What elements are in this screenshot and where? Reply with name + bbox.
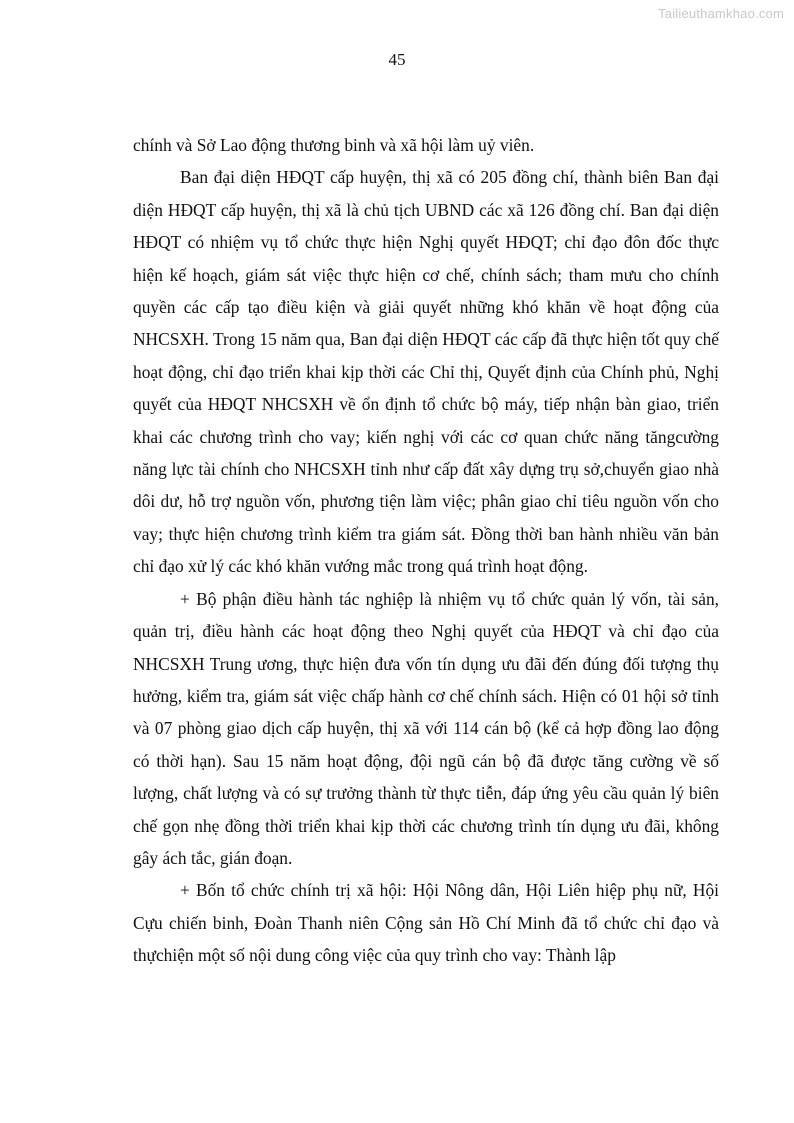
document-body	[133, 129, 719, 972]
paragraph-continuation: chính và Sở Lao động thương binh và xã hội làm uỷ viên.	[133, 135, 535, 155]
paragraph-bon-to-chuc: + Bốn tổ chức chính trị xã hội: Hội Nông dân, Hội Liên hiệp phụ nữ, Hội Cựu chiến binh, Đoàn Thanh niên Cộng sản Hồ Chí Minh đã tổ chức chỉ đạo và thựchiện một số nội dung công việc của quy trình cho vay: Thành lập	[133, 880, 719, 966]
watermark-text: Tailieuthamkhao.com	[658, 6, 784, 21]
paragraph-bo-phan-dieu-hanh: + Bộ phận điều hành tác nghiệp là nhiệm vụ tổ chức quản lý vốn, tài sản, quản trị, điều hành các hoạt động theo Nghị quyết của HĐQT và chỉ đạo của NHCSXH Trung ương, thực hiện đưa vốn tín dụng ưu đãi đến đúng đối tượng thụ hưởng, kiểm tra, giám sát việc chấp hành cơ chế chính sách. Hiện có 01 hội sở tỉnh và 07 phòng giao dịch cấp huyện, thị xã với 114 cán bộ (kể cả hợp đồng lao động có thời hạn). Sau 15 năm hoạt động, đội ngũ cán bộ đã được tăng cường về số lượng, chất lượng và có sự trưởng thành từ thực tiễn, đáp ứng yêu cầu quản lý biên chế gọn nhẹ đồng thời triển khai kịp thời các chương trình tín dụng ưu đãi, không gây ách tắc, gián đoạn.	[133, 588, 719, 868]
paragraph-ban-dai-dien: Ban đại diện HĐQT cấp huyện, thị xã có 205 đồng chí, thành biên Ban đại diện HĐQT cấp huyện, thị xã là chủ tịch UBND các xã 126 đồng chí. Ban đại diện HĐQT có nhiệm vụ tổ chức thực hiện Nghị quyết HĐQT; chỉ đạo đôn đốc thực hiện kế hoạch, giám sát việc thực hiện cơ chế, chính sách; tham mưu cho chính quyền các cấp tạo điều kiện và giải quyết những khó khăn về hoạt động của NHCSXH. Trong 15 năm qua, Ban đại diện HĐQT các cấp đã thực hiện tốt quy chế hoạt động, chỉ đạo triển khai kịp thời các Chỉ thị, Quyết định của Chính phủ, Nghị quyết của HĐQT NHCSXH về ổn định tổ chức bộ máy, tiếp nhận bàn giao, triển khai các chương trình cho vay; kiến nghị với các cơ quan chức năng tăngcường năng lực tài chính cho NHCSXH tỉnh như cấp đất xây dựng trụ sở,chuyển giao nhà dôi dư, hỗ trợ nguồn vốn, phương tiện làm việc; phân giao chỉ tiêu nguồn vốn cho vay; thực hiện chương trình kiểm tra giám sát. Đồng thời ban hành nhiều văn bản chỉ đạo xử lý các khó khăn vướng mắc trong quá trình hoạt động.	[133, 167, 719, 577]
page-number: 45	[388, 50, 406, 69]
